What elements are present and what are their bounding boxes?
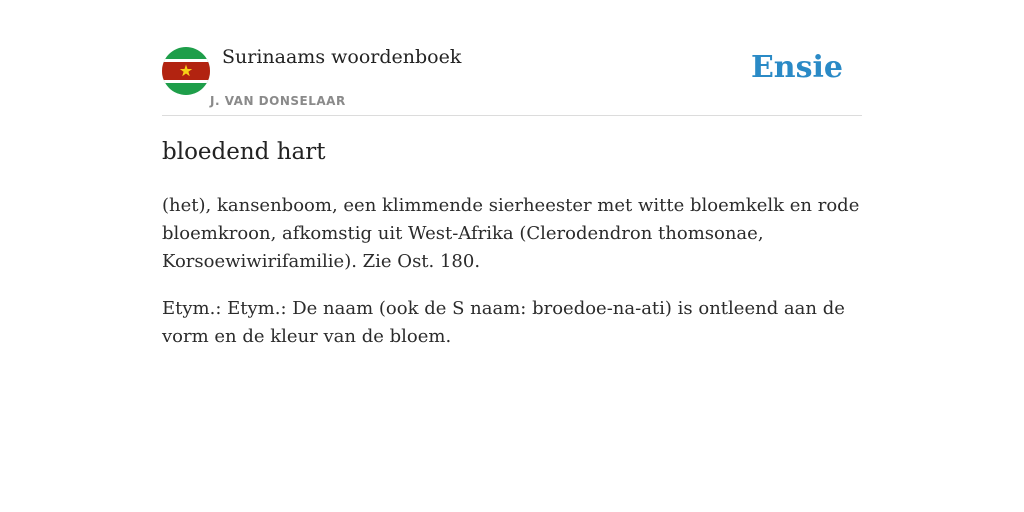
definition-paragraph: (het), kansenboom, een klimmende sierheester met witte bloemkelk en rode bloemkroon, afkomstig uit West-Afrika (Clerodendron thomsonae, Korsoewiwirifamilie). Zie Ost. 180.: [162, 195, 860, 272]
suriname-flag-icon: [162, 47, 210, 95]
dictionary-author: J. VAN DONSELAAR: [210, 94, 346, 108]
ensie-logo-link[interactable]: Ensie: [750, 50, 843, 85]
entry-definition: [162, 192, 862, 370]
dictionary-title[interactable]: Surinaams woordenboek: [222, 46, 462, 68]
dictionary-header: [162, 44, 862, 116]
etymology-paragraph: Etym.: Etym.: De naam (ook de S naam: broedoe-na-ati) is ontleend aan de vorm en de kleur van de bloem.: [162, 298, 845, 347]
entry-headword: bloedend hart: [162, 139, 326, 165]
